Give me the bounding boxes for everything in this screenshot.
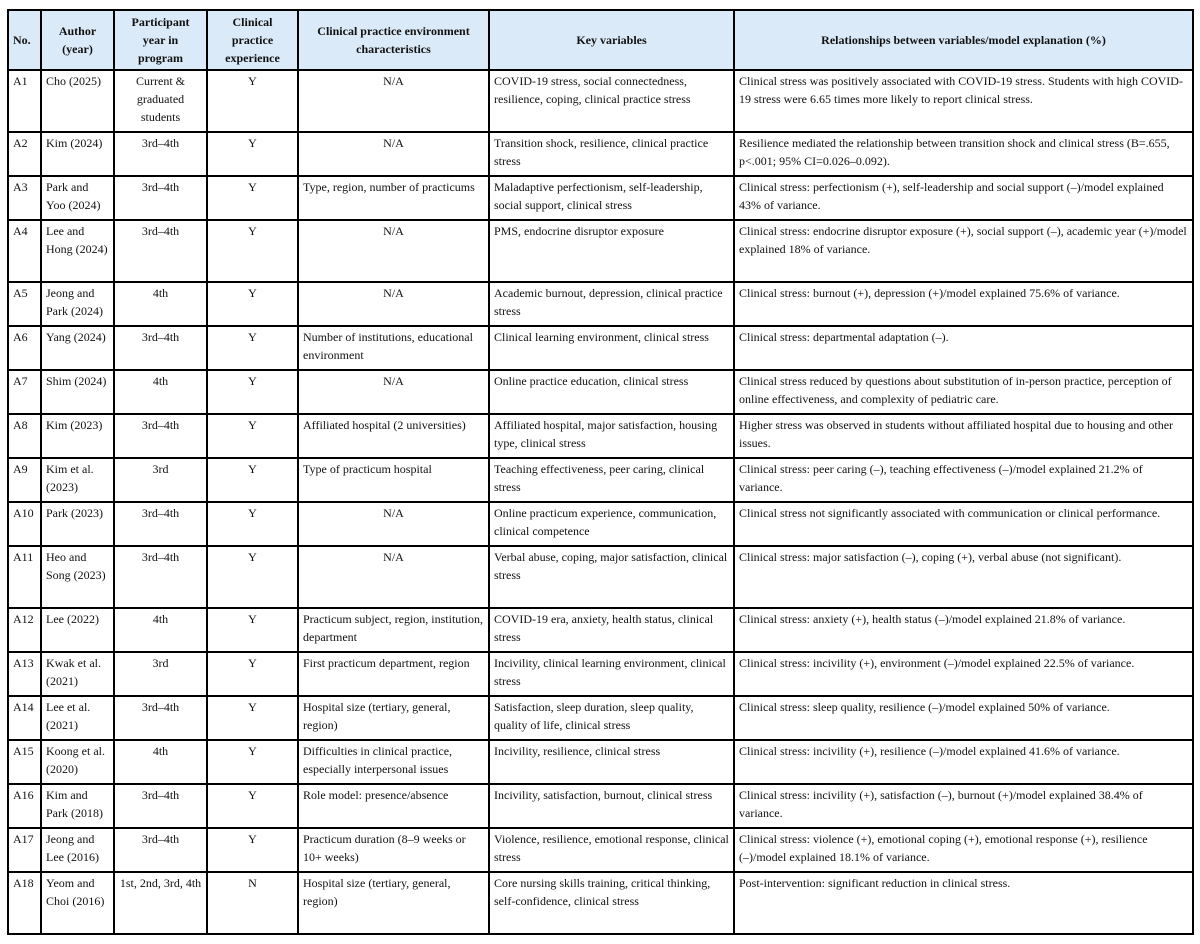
studies-table [7,9,1194,935]
cell-relationships: Clinical stress: incivility (+), satisfaction (–), burnout (+)/model explained 38.4% of variance. [734,784,1193,828]
cell-participant-year: 3rd–4th [114,326,207,370]
cell-no: A15 [8,740,41,784]
cell-no: A4 [8,220,41,282]
cell-clinical-experience: Y [207,546,298,608]
cell-clinical-experience: Y [207,652,298,696]
cell-no: A10 [8,502,41,546]
cell-relationships: Clinical stress: departmental adaptation (–). [734,326,1193,370]
table-row [8,326,1193,370]
cell-author: Koong et al. (2020) [41,740,114,784]
header-author: Author (year) [41,10,114,70]
cell-author: Cho (2025) [41,70,114,132]
table-row [8,652,1193,696]
cell-relationships: Clinical stress: incivility (+), resilience (–)/model explained 41.6% of variance. [734,740,1193,784]
cell-key-variables: Academic burnout, depression, clinical practice stress [489,282,734,326]
cell-no: A5 [8,282,41,326]
table-row [8,458,1193,502]
cell-no: A8 [8,414,41,458]
cell-author: Kim (2024) [41,132,114,176]
cell-relationships: Higher stress was observed in students without affiliated hospital due to housing and other issues. [734,414,1193,458]
cell-clinical-experience: Y [207,132,298,176]
cell-key-variables: Online practice education, clinical stress [489,370,734,414]
cell-clinical-experience: N [207,872,298,934]
cell-key-variables: Core nursing skills training, critical thinking, self-confidence, clinical stress [489,872,734,934]
cell-key-variables: Satisfaction, sleep duration, sleep quality, quality of life, clinical stress [489,696,734,740]
cell-key-variables: Online practicum experience, communication, clinical competence [489,502,734,546]
cell-participant-year: 4th [114,370,207,414]
table-row [8,740,1193,784]
header-participant-year: Participant year in program [114,10,207,70]
cell-participant-year: 3rd–4th [114,784,207,828]
table-row [8,502,1193,546]
cell-author: Heo and Song (2023) [41,546,114,608]
cell-clinical-experience: Y [207,414,298,458]
cell-author: Park (2023) [41,502,114,546]
cell-author: Yang (2024) [41,326,114,370]
cell-participant-year: 4th [114,740,207,784]
table-row [8,370,1193,414]
table-row [8,220,1193,282]
cell-relationships: Clinical stress: burnout (+), depression (+)/model explained 75.6% of variance. [734,282,1193,326]
table-row [8,608,1193,652]
cell-key-variables: Transition shock, resilience, clinical practice stress [489,132,734,176]
cell-author: Jeong and Park (2024) [41,282,114,326]
cell-participant-year: 4th [114,608,207,652]
cell-clinical-experience: Y [207,326,298,370]
cell-environment: N/A [298,370,489,414]
header-environment: Clinical practice environment characteristics [298,10,489,70]
cell-environment: Type of practicum hospital [298,458,489,502]
cell-no: A2 [8,132,41,176]
cell-participant-year: 3rd–4th [114,696,207,740]
cell-participant-year: 3rd–4th [114,502,207,546]
cell-key-variables: PMS, endocrine disruptor exposure [489,220,734,282]
cell-relationships: Post-intervention: significant reduction in clinical stress. [734,872,1193,934]
cell-clinical-experience: Y [207,220,298,282]
cell-environment: Affiliated hospital (2 universities) [298,414,489,458]
cell-relationships: Clinical stress: sleep quality, resilience (–)/model explained 50% of variance. [734,696,1193,740]
cell-environment: Difficulties in clinical practice, especially interpersonal issues [298,740,489,784]
cell-participant-year: 3rd–4th [114,414,207,458]
cell-participant-year: 3rd–4th [114,828,207,872]
cell-environment: N/A [298,546,489,608]
cell-key-variables: Violence, resilience, emotional response, clinical stress [489,828,734,872]
cell-participant-year: 3rd–4th [114,546,207,608]
cell-author: Lee and Hong (2024) [41,220,114,282]
cell-environment: First practicum department, region [298,652,489,696]
cell-clinical-experience: Y [207,828,298,872]
cell-no: A9 [8,458,41,502]
header-clinical-experience: Clinical practice experience [207,10,298,70]
cell-relationships: Clinical stress not significantly associated with communication or clinical performance. [734,502,1193,546]
cell-clinical-experience: Y [207,282,298,326]
cell-clinical-experience: Y [207,502,298,546]
cell-author: Shim (2024) [41,370,114,414]
cell-key-variables: Affiliated hospital, major satisfaction, housing type, clinical stress [489,414,734,458]
cell-clinical-experience: Y [207,696,298,740]
cell-key-variables: Maladaptive perfectionism, self-leadership, social support, clinical stress [489,176,734,220]
cell-no: A6 [8,326,41,370]
cell-environment: N/A [298,70,489,132]
cell-no: A14 [8,696,41,740]
cell-key-variables: COVID-19 era, anxiety, health status, clinical stress [489,608,734,652]
cell-no: A1 [8,70,41,132]
table-row [8,696,1193,740]
cell-environment: N/A [298,132,489,176]
cell-clinical-experience: Y [207,458,298,502]
cell-author: Lee (2022) [41,608,114,652]
table-row [8,132,1193,176]
header-relationships: Relationships between variables/model explanation (%) [734,10,1193,70]
table-row [8,546,1193,608]
cell-key-variables: Clinical learning environment, clinical stress [489,326,734,370]
cell-relationships: Clinical stress: violence (+), emotional coping (+), emotional response (+), resilience (–)/model explained 18.1% of variance. [734,828,1193,872]
cell-clinical-experience: Y [207,370,298,414]
table-row [8,176,1193,220]
cell-participant-year: Current & graduated students [114,70,207,132]
cell-author: Kim (2023) [41,414,114,458]
cell-clinical-experience: Y [207,784,298,828]
cell-clinical-experience: Y [207,740,298,784]
header-key-variables: Key variables [489,10,734,70]
table-row [8,872,1193,934]
table-row [8,282,1193,326]
cell-relationships: Clinical stress: endocrine disruptor exposure (+), social support (–), academic year (+)/model explained 18% of variance. [734,220,1193,282]
cell-relationships: Clinical stress: incivility (+), environment (–)/model explained 22.5% of variance. [734,652,1193,696]
cell-environment: Number of institutions, educational environment [298,326,489,370]
header-no: No. [8,10,41,70]
cell-no: A18 [8,872,41,934]
cell-author: Jeong and Lee (2016) [41,828,114,872]
cell-relationships: Clinical stress: peer caring (–), teaching effectiveness (–)/model explained 21.2% of variance. [734,458,1193,502]
cell-participant-year: 3rd–4th [114,132,207,176]
cell-participant-year: 3rd–4th [114,220,207,282]
cell-participant-year: 3rd [114,652,207,696]
cell-clinical-experience: Y [207,176,298,220]
cell-no: A12 [8,608,41,652]
cell-no: A3 [8,176,41,220]
cell-key-variables: Incivility, resilience, clinical stress [489,740,734,784]
cell-environment: N/A [298,502,489,546]
cell-environment: Practicum subject, region, institution, department [298,608,489,652]
cell-relationships: Clinical stress was positively associated with COVID-19 stress. Students with high COVID-19 stress were 6.65 times more likely to report clinical stress. [734,70,1193,132]
cell-author: Yeom and Choi (2016) [41,872,114,934]
table-row [8,414,1193,458]
cell-no: A11 [8,546,41,608]
cell-author: Kim and Park (2018) [41,784,114,828]
header-row [8,10,1193,70]
cell-no: A7 [8,370,41,414]
cell-key-variables: Teaching effectiveness, peer caring, clinical stress [489,458,734,502]
table-row [8,70,1193,132]
cell-participant-year: 1st, 2nd, 3rd, 4th [114,872,207,934]
cell-no: A17 [8,828,41,872]
cell-relationships: Resilience mediated the relationship between transition shock and clinical stress (B=.655, p<.001; 95% CI=0.026–0.092). [734,132,1193,176]
cell-relationships: Clinical stress: perfectionism (+), self-leadership and social support (–)/model explained 43% of variance. [734,176,1193,220]
cell-participant-year: 4th [114,282,207,326]
table-row [8,784,1193,828]
cell-environment: N/A [298,282,489,326]
cell-author: Kim et al. (2023) [41,458,114,502]
cell-participant-year: 3rd–4th [114,176,207,220]
cell-clinical-experience: Y [207,70,298,132]
cell-key-variables: COVID-19 stress, social connectedness, resilience, coping, clinical practice stress [489,70,734,132]
cell-environment: Practicum duration (8–9 weeks or 10+ weeks) [298,828,489,872]
cell-environment: Hospital size (tertiary, general, region) [298,696,489,740]
table-row [8,828,1193,872]
cell-environment: Role model: presence/absence [298,784,489,828]
cell-author: Lee et al. (2021) [41,696,114,740]
cell-relationships: Clinical stress: anxiety (+), health status (–)/model explained 21.8% of variance. [734,608,1193,652]
cell-environment: N/A [298,220,489,282]
cell-no: A16 [8,784,41,828]
cell-relationships: Clinical stress reduced by questions about substitution of in-person practice, perception of online effectiveness, and complexity of pediatric care. [734,370,1193,414]
cell-participant-year: 3rd [114,458,207,502]
cell-environment: Type, region, number of practicums [298,176,489,220]
cell-author: Park and Yoo (2024) [41,176,114,220]
cell-key-variables: Incivility, satisfaction, burnout, clinical stress [489,784,734,828]
cell-clinical-experience: Y [207,608,298,652]
cell-key-variables: Verbal abuse, coping, major satisfaction, clinical stress [489,546,734,608]
cell-environment: Hospital size (tertiary, general, region) [298,872,489,934]
cell-author: Kwak et al. (2021) [41,652,114,696]
cell-no: A13 [8,652,41,696]
cell-key-variables: Incivility, clinical learning environment, clinical stress [489,652,734,696]
cell-relationships: Clinical stress: major satisfaction (–), coping (+), verbal abuse (not significant). [734,546,1193,608]
